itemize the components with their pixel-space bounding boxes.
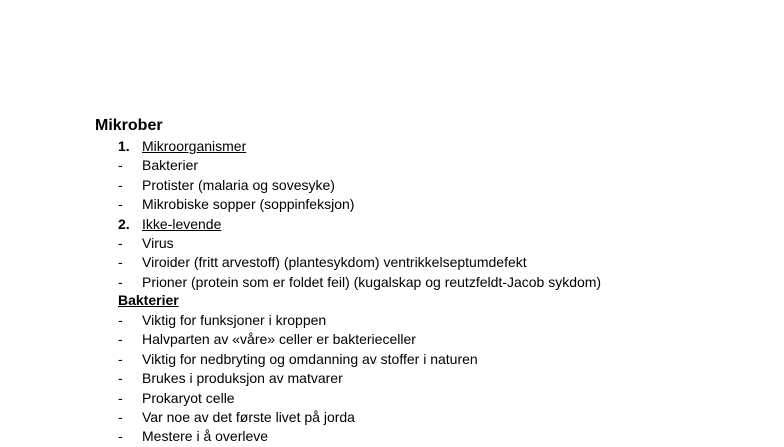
list-bullet: - xyxy=(118,409,123,425)
list-item-text: Prokaryot celle xyxy=(142,389,235,406)
list-item-text: Protister (malaria og sovesyke) xyxy=(142,176,335,193)
list-bullet: - xyxy=(118,254,123,271)
list-bullet: - xyxy=(118,331,123,348)
list-bullet: - xyxy=(118,196,123,213)
list-item-text: Viroider (fritt arvestoff) (plantesykdom) ventrikkelseptumdefekt xyxy=(142,254,527,271)
list-item-text: Mikrobiske sopper (soppinfeksjon) xyxy=(142,196,355,213)
list-subheading: Mikroorganismer xyxy=(142,138,247,154)
section-heading-bakterier: Bakterier xyxy=(118,292,179,308)
list-number: 1. xyxy=(118,138,130,154)
list-item-text: Halvparten av «våre» celler er bakterieceller xyxy=(142,331,416,348)
list-bullet: - xyxy=(118,350,123,367)
list-item-text: Prioner (protein som er foldet feil) (kugalskap og reutzfeldt-Jacob sykdom) xyxy=(142,273,602,290)
list-number: 2. xyxy=(118,215,130,232)
list-bullet: - xyxy=(118,176,123,193)
list-bullet: - xyxy=(118,312,123,328)
list-item-text: Viktig for nedbryting og omdanning av stoffer i naturen xyxy=(142,350,478,367)
document-title: Mikrober xyxy=(95,117,163,134)
list-bullet: - xyxy=(118,157,123,174)
list-bullet: - xyxy=(118,389,123,406)
list-bullet: - xyxy=(118,428,123,445)
list-item-text: Bakterier xyxy=(142,157,199,174)
list-item-text: Brukes i produksjon av matvarer xyxy=(142,370,343,387)
list-subheading: Ikke-levende xyxy=(142,215,222,232)
list-bullet: - xyxy=(118,235,123,251)
list-bullet: - xyxy=(118,370,123,387)
list-item-text: Var noe av det første livet på jorda xyxy=(142,409,355,425)
list-item-text: Viktig for funksjoner i kroppen xyxy=(142,312,327,328)
list-item-text: Mestere i å overleve xyxy=(142,428,269,445)
list-item-text: Virus xyxy=(142,235,174,251)
list-bullet: - xyxy=(118,273,123,290)
